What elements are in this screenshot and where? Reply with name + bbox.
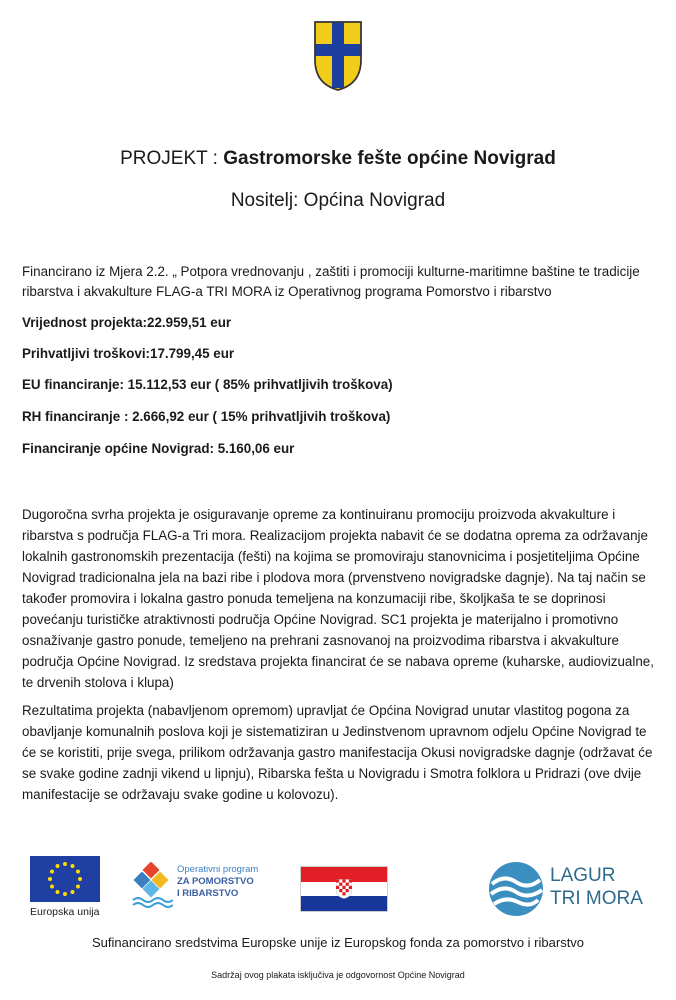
eu-star-icon	[63, 862, 67, 866]
lagur-label-line1: LAGUR	[550, 865, 616, 886]
lagur-label-line2: TRI MORA	[550, 888, 643, 909]
op-label-line3: I RIBARSTVO	[177, 888, 239, 899]
operational-programme-icon	[131, 862, 173, 908]
lagur-wave-icon	[488, 860, 544, 918]
project-holder: Nositelj: Općina Novigrad	[230, 190, 446, 211]
eu-label: Europska unija	[30, 906, 100, 918]
lagur-tri-mora-logo	[488, 860, 658, 920]
project-value: Vrijednost projekta:22.959,51 eur	[22, 315, 232, 330]
project-purpose-paragraph: Dugoročna svrha projekta je osiguravanje opreme za kontinuiranu promociju proizvoda akvakulture i ribarstva s područja FLAG-a Tri mora. Realizacijom projekta nabavit će se dodatna oprema za održavanje lokalnih gastronomskih prezentacija (fešti) na kojima se promoviraju stanovnicima i posjetiteljima Općine Novigrad tradicionalna jela na bazi ribe i plodova mora (prvenstveno novigradske dagnje). Na taj način se također promovira i lokalna gastro ponuda temeljena na konzumaciji ribe, školjkaša te se doprinosi povećanju turističke atraktivnosti područja Općine Novigrad. SC1 projekta je materijalno i promotivno osnaživanje gastro ponude, temeljeno na prehrani zasnovanoj na proizvodima ribarstva i akvakulture područja Općine Novigrad. Iz sredstava projekta financirat će se nabava opreme (kuharske, audiovizualne, te drvenih stolova i klupa)	[22, 507, 654, 690]
croatian-flag	[300, 866, 388, 912]
project-name: Gastromorske fešte općine Novigrad	[223, 148, 556, 169]
rh-financing: RH financiranje : 2.666,92 eur ( 15% prihvatljivih troškova)	[22, 409, 391, 424]
eu-logo	[30, 856, 102, 922]
municipality-financing: Financiranje općine Novigrad: 5.160,06 eur	[22, 441, 295, 456]
eligible-costs: Prihvatljivi troškovi:17.799,45 eur	[22, 346, 235, 361]
croatian-coat-of-arms-icon	[336, 879, 352, 899]
eu-star-icon	[56, 890, 60, 894]
eu-financing: EU financiranje: 15.112,53 eur ( 85% prihvatljivih troškova)	[22, 377, 393, 392]
eu-star-icon	[63, 892, 67, 896]
eu-star-icon	[56, 864, 60, 868]
disclaimer: Sadržaj ovog plakata isključiva je odgovornost Općine Novigrad	[211, 970, 465, 980]
eu-star-icon	[71, 890, 75, 894]
op-label-line1: Operativni program	[177, 864, 259, 875]
title-prefix: PROJEKT :	[120, 148, 224, 169]
eu-star-icon	[50, 870, 54, 874]
eu-star-icon	[48, 877, 52, 881]
project-results-paragraph: Rezultatima projekta (nabavljenom opremom) upravljat će Općina Novigrad unutar vlastitog pogona za obavljanje komunalnih poslova koji je sistematiziran u Jedinstvenom upravnom odjelu Općine Novigrad te će se koristiti, prije svega, prilikom održavanja gastro manifestacija Okusi novigradske dagnje (održavat će se svake godine zadnji vikend u lipnju), Ribarska fešta u Novigradu i Smotra folklora u Pridrazi (ove dvije manifestacije se održavaju svake godine u kolovozu).	[22, 703, 653, 802]
eu-star-icon	[50, 885, 54, 889]
financing-intro: Financirano iz Mjera 2.2. „ Potpora vrednovanju , zaštiti i promociji kulturne-maritimne baštine te tradicije ribarstva i akvakulture FLAG-a TRI MORA iz Operativnog programa Pomorstvo i ribarstvo	[22, 264, 640, 299]
eu-star-icon	[76, 885, 80, 889]
op-label-line2: ZA POMORSTVO	[177, 876, 254, 887]
cofinancing-statement: Sufinancirano sredstvima Europske unije iz Europskog fonda za pomorstvo i ribarstvo	[91, 935, 585, 950]
eu-star-icon	[78, 877, 82, 881]
eu-star-icon	[76, 870, 80, 874]
eu-star-icon	[71, 864, 75, 868]
municipality-coat-of-arms	[313, 20, 363, 92]
page-title	[0, 148, 676, 170]
eu-flag-icon	[30, 856, 100, 902]
operational-programme-logo	[131, 862, 281, 912]
